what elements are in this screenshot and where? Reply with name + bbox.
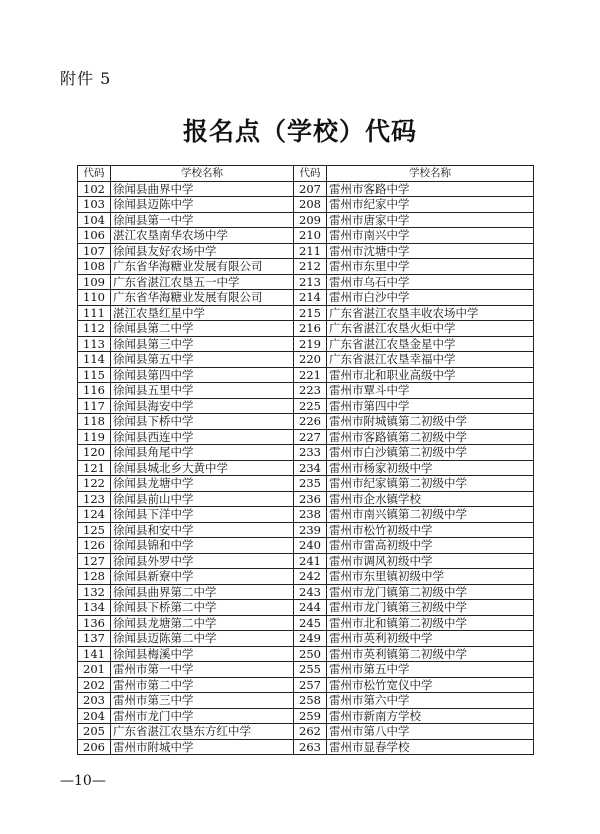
cell-code-right: 233 bbox=[294, 445, 327, 461]
table-row bbox=[78, 197, 534, 213]
table-row bbox=[78, 321, 534, 337]
cell-school-name-right: 雷州市显春学校 bbox=[327, 739, 534, 755]
cell-school-name-left: 湛江农垦南华农场中学 bbox=[111, 228, 294, 244]
table-row bbox=[78, 305, 534, 321]
cell-school-name-right: 雷州市英利镇第二初级中学 bbox=[327, 646, 534, 662]
cell-school-name-right: 雷州市客路中学 bbox=[327, 181, 534, 197]
table-row bbox=[78, 398, 534, 414]
cell-school-name-right: 雷州市松竹宽仪中学 bbox=[327, 677, 534, 693]
cell-code-right: 214 bbox=[294, 290, 327, 306]
table-row bbox=[78, 631, 534, 647]
cell-school-name-left: 徐闻县下桥中学 bbox=[111, 414, 294, 430]
cell-code-right: 262 bbox=[294, 724, 327, 740]
table-row bbox=[78, 367, 534, 383]
cell-school-name-left: 徐闻县第二中学 bbox=[111, 321, 294, 337]
cell-code-right: 245 bbox=[294, 615, 327, 631]
cell-school-name-left: 雷州市第三中学 bbox=[111, 693, 294, 709]
cell-school-name-left: 雷州市龙门中学 bbox=[111, 708, 294, 724]
cell-code-right: 225 bbox=[294, 398, 327, 414]
cell-code-right: 220 bbox=[294, 352, 327, 368]
cell-code-left: 137 bbox=[78, 631, 111, 647]
cell-code-right: 244 bbox=[294, 600, 327, 616]
cell-code-left: 119 bbox=[78, 429, 111, 445]
cell-code-right: 255 bbox=[294, 662, 327, 678]
cell-school-name-left: 徐闻县第三中学 bbox=[111, 336, 294, 352]
cell-code-left: 115 bbox=[78, 367, 111, 383]
cell-code-left: 203 bbox=[78, 693, 111, 709]
cell-school-name-left: 徐闻县龙塘第二中学 bbox=[111, 615, 294, 631]
cell-code-left: 201 bbox=[78, 662, 111, 678]
cell-school-name-right: 广东省湛江农垦丰收农场中学 bbox=[327, 305, 534, 321]
cell-code-left: 125 bbox=[78, 522, 111, 538]
cell-school-name-right: 雷州市调风初级中学 bbox=[327, 553, 534, 569]
cell-code-left: 107 bbox=[78, 243, 111, 259]
cell-school-name-right: 雷州市第五中学 bbox=[327, 662, 534, 678]
cell-school-name-right: 雷州市乌石中学 bbox=[327, 274, 534, 290]
cell-school-name-left: 徐闻县前山中学 bbox=[111, 491, 294, 507]
table-row bbox=[78, 693, 534, 709]
cell-code-left: 121 bbox=[78, 460, 111, 476]
table-row bbox=[78, 336, 534, 352]
cell-code-right: 234 bbox=[294, 460, 327, 476]
table-row bbox=[78, 460, 534, 476]
cell-school-name-left: 广东省湛江农垦五一中学 bbox=[111, 274, 294, 290]
table-row bbox=[78, 739, 534, 755]
table-row bbox=[78, 708, 534, 724]
cell-school-name-right: 雷州市第八中学 bbox=[327, 724, 534, 740]
cell-school-name-left: 徐闻县友好农场中学 bbox=[111, 243, 294, 259]
cell-code-right: 212 bbox=[294, 259, 327, 275]
cell-code-left: 102 bbox=[78, 181, 111, 197]
cell-school-name-left: 雷州市第一中学 bbox=[111, 662, 294, 678]
school-code-table bbox=[77, 165, 534, 755]
cell-code-right: 215 bbox=[294, 305, 327, 321]
cell-school-name-left: 徐闻县曲界中学 bbox=[111, 181, 294, 197]
cell-code-right: 241 bbox=[294, 553, 327, 569]
cell-school-name-left: 徐闻县第一中学 bbox=[111, 212, 294, 228]
cell-code-right: 208 bbox=[294, 197, 327, 213]
table-row bbox=[78, 274, 534, 290]
cell-school-name-left: 雷州市第二中学 bbox=[111, 677, 294, 693]
cell-code-left: 122 bbox=[78, 476, 111, 492]
cell-code-left: 110 bbox=[78, 290, 111, 306]
table-row bbox=[78, 181, 534, 197]
cell-code-right: 219 bbox=[294, 336, 327, 352]
cell-school-name-left: 广东省华海糖业发展有限公司 bbox=[111, 259, 294, 275]
cell-code-left: 206 bbox=[78, 739, 111, 755]
table-row bbox=[78, 662, 534, 678]
cell-code-right: 239 bbox=[294, 522, 327, 538]
cell-school-name-right: 雷州市沈塘中学 bbox=[327, 243, 534, 259]
header-school-name-right: 学校名称 bbox=[327, 166, 534, 182]
table-row bbox=[78, 615, 534, 631]
cell-code-left: 123 bbox=[78, 491, 111, 507]
cell-code-right: 263 bbox=[294, 739, 327, 755]
cell-code-right: 250 bbox=[294, 646, 327, 662]
page-number: —10— bbox=[60, 773, 106, 789]
cell-school-name-left: 徐闻县下洋中学 bbox=[111, 507, 294, 523]
cell-school-name-right: 广东省湛江农垦幸福中学 bbox=[327, 352, 534, 368]
table-row bbox=[78, 491, 534, 507]
cell-school-name-right: 雷州市企水镇学校 bbox=[327, 491, 534, 507]
cell-code-right: 258 bbox=[294, 693, 327, 709]
cell-school-name-right: 雷州市纪家中学 bbox=[327, 197, 534, 213]
table-row bbox=[78, 429, 534, 445]
cell-school-name-right: 雷州市龙门镇第三初级中学 bbox=[327, 600, 534, 616]
cell-code-left: 117 bbox=[78, 398, 111, 414]
table-row bbox=[78, 522, 534, 538]
cell-code-right: 209 bbox=[294, 212, 327, 228]
table-row bbox=[78, 569, 534, 585]
cell-code-left: 106 bbox=[78, 228, 111, 244]
cell-code-right: 223 bbox=[294, 383, 327, 399]
cell-code-right: 211 bbox=[294, 243, 327, 259]
cell-school-name-left: 徐闻县迈陈中学 bbox=[111, 197, 294, 213]
cell-school-name-left: 徐闻县下桥第二中学 bbox=[111, 600, 294, 616]
cell-code-left: 124 bbox=[78, 507, 111, 523]
cell-school-name-left: 广东省湛江农垦东方红中学 bbox=[111, 724, 294, 740]
cell-school-name-left: 徐闻县外罗中学 bbox=[111, 553, 294, 569]
table-row bbox=[78, 476, 534, 492]
cell-code-right: 238 bbox=[294, 507, 327, 523]
cell-code-left: 103 bbox=[78, 197, 111, 213]
cell-code-left: 141 bbox=[78, 646, 111, 662]
cell-code-right: 236 bbox=[294, 491, 327, 507]
cell-school-name-left: 徐闻县迈陈第二中学 bbox=[111, 631, 294, 647]
table-row bbox=[78, 677, 534, 693]
cell-school-name-left: 徐闻县和安中学 bbox=[111, 522, 294, 538]
cell-school-name-right: 雷州市东里中学 bbox=[327, 259, 534, 275]
page-title: 报名点（学校）代码 bbox=[182, 117, 417, 146]
attachment-label: 附件 5 bbox=[60, 69, 112, 88]
cell-school-name-right: 雷州市松竹初级中学 bbox=[327, 522, 534, 538]
cell-code-left: 114 bbox=[78, 352, 111, 368]
table-row bbox=[78, 352, 534, 368]
cell-code-left: 112 bbox=[78, 321, 111, 337]
table-row bbox=[78, 259, 534, 275]
cell-code-right: 240 bbox=[294, 538, 327, 554]
cell-code-right: 259 bbox=[294, 708, 327, 724]
cell-code-left: 204 bbox=[78, 708, 111, 724]
cell-school-name-left: 徐闻县梅溪中学 bbox=[111, 646, 294, 662]
cell-school-name-right: 雷州市北和镇第二初级中学 bbox=[327, 615, 534, 631]
table-row bbox=[78, 584, 534, 600]
cell-school-name-right: 雷州市唐家中学 bbox=[327, 212, 534, 228]
cell-school-name-left: 广东省华海糖业发展有限公司 bbox=[111, 290, 294, 306]
cell-school-name-right: 雷州市北和职业高级中学 bbox=[327, 367, 534, 383]
table-row bbox=[78, 600, 534, 616]
cell-school-name-left: 徐闻县城北乡大黄中学 bbox=[111, 460, 294, 476]
cell-school-name-right: 雷州市纪家镇第二初级中学 bbox=[327, 476, 534, 492]
cell-code-right: 226 bbox=[294, 414, 327, 430]
cell-code-right: 210 bbox=[294, 228, 327, 244]
cell-code-left: 104 bbox=[78, 212, 111, 228]
cell-school-name-right: 雷州市英利初级中学 bbox=[327, 631, 534, 647]
cell-school-name-left: 徐闻县西连中学 bbox=[111, 429, 294, 445]
table-row bbox=[78, 553, 534, 569]
cell-code-right: 249 bbox=[294, 631, 327, 647]
cell-code-right: 235 bbox=[294, 476, 327, 492]
cell-code-left: 132 bbox=[78, 584, 111, 600]
cell-school-name-right: 雷州市客路镇第二初级中学 bbox=[327, 429, 534, 445]
cell-code-right: 242 bbox=[294, 569, 327, 585]
header-school-name-left: 学校名称 bbox=[111, 166, 294, 182]
cell-code-left: 136 bbox=[78, 615, 111, 631]
cell-school-name-left: 徐闻县第四中学 bbox=[111, 367, 294, 383]
table-row bbox=[78, 212, 534, 228]
cell-code-left: 128 bbox=[78, 569, 111, 585]
cell-code-left: 205 bbox=[78, 724, 111, 740]
cell-code-left: 202 bbox=[78, 677, 111, 693]
cell-school-name-right: 雷州市东里镇初级中学 bbox=[327, 569, 534, 585]
cell-school-name-right: 雷州市附城镇第二初级中学 bbox=[327, 414, 534, 430]
cell-school-name-left: 徐闻县海安中学 bbox=[111, 398, 294, 414]
cell-code-left: 113 bbox=[78, 336, 111, 352]
cell-code-right: 207 bbox=[294, 181, 327, 197]
cell-code-left: 108 bbox=[78, 259, 111, 275]
cell-code-left: 134 bbox=[78, 600, 111, 616]
cell-code-left: 111 bbox=[78, 305, 111, 321]
cell-school-name-left: 徐闻县龙塘中学 bbox=[111, 476, 294, 492]
table-row bbox=[78, 414, 534, 430]
table-row bbox=[78, 228, 534, 244]
table-row bbox=[78, 290, 534, 306]
cell-code-right: 243 bbox=[294, 584, 327, 600]
cell-school-name-right: 广东省湛江农垦火炬中学 bbox=[327, 321, 534, 337]
cell-school-name-left: 徐闻县锦和中学 bbox=[111, 538, 294, 554]
cell-school-name-right: 雷州市新南方学校 bbox=[327, 708, 534, 724]
cell-school-name-right: 雷州市第四中学 bbox=[327, 398, 534, 414]
cell-code-left: 120 bbox=[78, 445, 111, 461]
table-row bbox=[78, 243, 534, 259]
cell-code-right: 221 bbox=[294, 367, 327, 383]
cell-school-name-left: 徐闻县曲界第二中学 bbox=[111, 584, 294, 600]
cell-school-name-right: 雷州市南兴镇第二初级中学 bbox=[327, 507, 534, 523]
header-code-left: 代码 bbox=[78, 166, 111, 182]
table-row bbox=[78, 445, 534, 461]
cell-code-right: 257 bbox=[294, 677, 327, 693]
cell-school-name-right: 雷州市雷高初级中学 bbox=[327, 538, 534, 554]
cell-school-name-left: 徐闻县五里中学 bbox=[111, 383, 294, 399]
header-code-right: 代码 bbox=[294, 166, 327, 182]
cell-school-name-right: 雷州市白沙镇第二初级中学 bbox=[327, 445, 534, 461]
cell-code-left: 116 bbox=[78, 383, 111, 399]
cell-code-left: 109 bbox=[78, 274, 111, 290]
cell-school-name-right: 雷州市白沙中学 bbox=[327, 290, 534, 306]
table-row bbox=[78, 507, 534, 523]
cell-code-left: 126 bbox=[78, 538, 111, 554]
table-row bbox=[78, 383, 534, 399]
cell-school-name-right: 广东省湛江农垦金星中学 bbox=[327, 336, 534, 352]
cell-school-name-right: 雷州市覃斗中学 bbox=[327, 383, 534, 399]
table-row bbox=[78, 724, 534, 740]
cell-school-name-left: 徐闻县角尾中学 bbox=[111, 445, 294, 461]
cell-school-name-left: 雷州市附城中学 bbox=[111, 739, 294, 755]
cell-code-right: 213 bbox=[294, 274, 327, 290]
cell-school-name-right: 雷州市第六中学 bbox=[327, 693, 534, 709]
cell-school-name-left: 徐闻县第五中学 bbox=[111, 352, 294, 368]
cell-code-left: 127 bbox=[78, 553, 111, 569]
cell-school-name-left: 湛江农垦红星中学 bbox=[111, 305, 294, 321]
cell-code-left: 118 bbox=[78, 414, 111, 430]
cell-code-right: 227 bbox=[294, 429, 327, 445]
cell-school-name-left: 徐闻县新寮中学 bbox=[111, 569, 294, 585]
table-header-row bbox=[78, 166, 534, 182]
cell-school-name-right: 雷州市龙门镇第二初级中学 bbox=[327, 584, 534, 600]
cell-school-name-right: 雷州市杨家初级中学 bbox=[327, 460, 534, 476]
cell-code-right: 216 bbox=[294, 321, 327, 337]
cell-school-name-right: 雷州市南兴中学 bbox=[327, 228, 534, 244]
table-row bbox=[78, 538, 534, 554]
table-row bbox=[78, 646, 534, 662]
